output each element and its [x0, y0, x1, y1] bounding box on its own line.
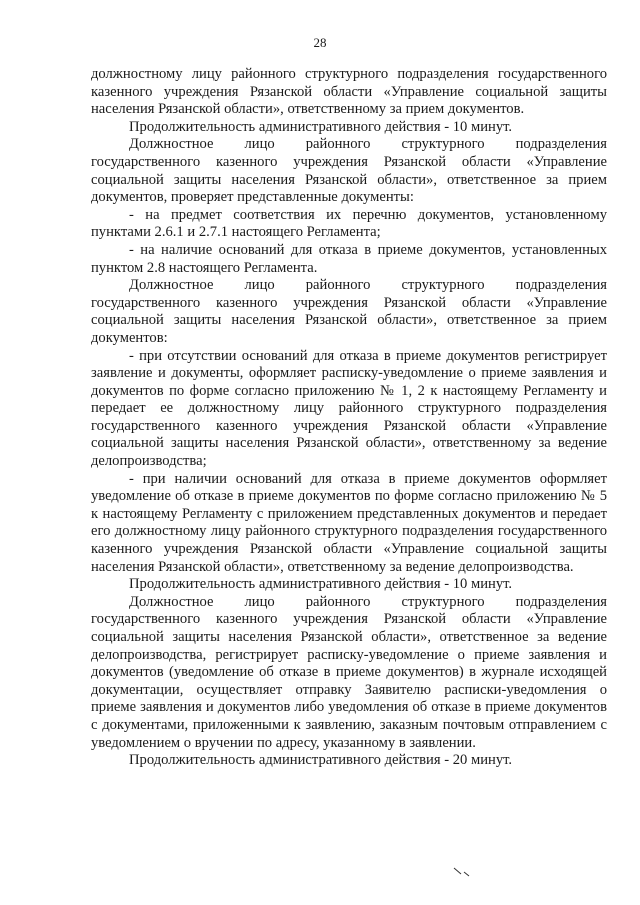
paragraph-duration: Продолжительность административного действия - 10 минут.	[129, 118, 513, 135]
list-item: - на предмет соответствия их перечню документов, установленному пунктами 2.6.1 и 2.7.1 настоящего Регламента;	[91, 206, 607, 241]
paragraph: Должностное лицо районного структурного подразделения государственного казенного учреждения Рязанской области «Управление социальной защиты населения Рязанской области», ответственное за прием документов, проверяет представленные документы:	[91, 136, 607, 206]
list-item: - на наличие оснований для отказа в приеме документов, установленных пунктом 2.8 настоящего Регламента.	[91, 241, 607, 276]
document-body	[91, 66, 607, 770]
paragraph: Должностное лицо районного структурного подразделения государственного казенного учреждения Рязанской области «Управление социальной защиты населения Рязанской области», ответственное за прием документов:	[91, 277, 607, 346]
paragraph: Должностное лицо районного структурного подразделения государственного казенного учреждения Рязанской области «Управление социальной защиты населения Рязанской области», ответственное за ведение делопроизводства, регистрирует расписку-уведомление о приеме заявления и документов (уведомление об отказе в приеме документов) в журнале исходящей документации, осуществляет отправку Заявителю расписки-уведомления о приеме заявления и документов либо уведомления об отказе в приеме документов с документами, приложенными к заявлению, заказным почтовым отправлением с уведомлением о вручении по адресу, указанному в заявлении.	[91, 593, 607, 751]
pen-mark	[452, 866, 472, 882]
list-item: - при отсутствии оснований для отказа в приеме документов регистрирует заявление и документы, оформляет расписку-уведомление о приеме заявления и документов по форме согласно приложению № 1, 2 к настоящему Регламенту и передает ее должностному лицу районного структурного подразделения государственного казенного учреждения Рязанской области «Управление социальной защиты населения Рязанской области», ответственному за ведение делопроизводства;	[91, 347, 607, 470]
list-item: - при наличии оснований для отказа в приеме документов оформляет уведомление об отказе в приеме документов по форме согласно приложению № 5 к настоящему Регламенту с приложением представленных документов и передает его должностному лицу районного структурного подразделения государственного казенного учреждения Рязанской области «Управление социальной защиты населения Рязанской области», ответственному за ведение делопроизводства.	[91, 470, 607, 575]
paragraph-continuation: должностному лицу районного структурного подразделения государственного казенного учреждения Рязанской области «Управление социальной защиты населения Рязанской области», ответственному за прием документов.	[91, 66, 607, 118]
page-number: 28	[313, 35, 327, 50]
paragraph-duration: Продолжительность административного действия - 20 минут.	[129, 752, 513, 769]
paragraph-duration: Продолжительность административного действия - 10 минут.	[129, 576, 513, 593]
